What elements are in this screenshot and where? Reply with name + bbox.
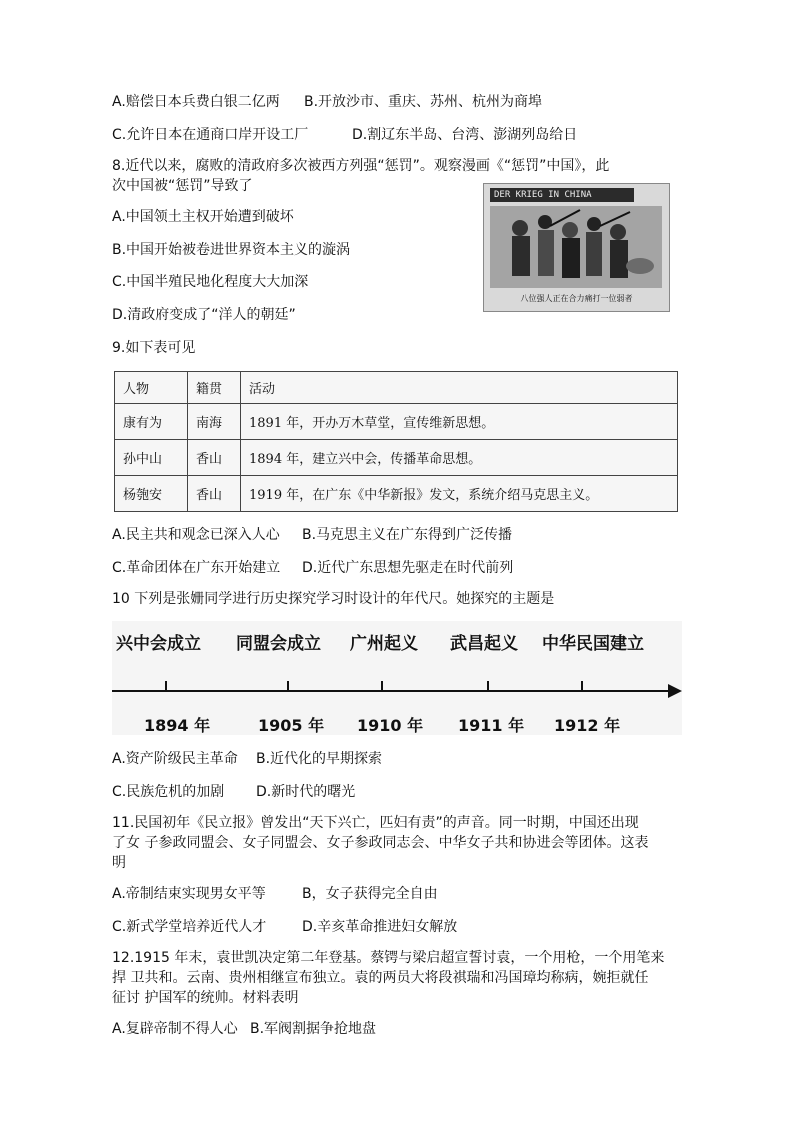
timeline-year: 1894 年 [144, 716, 211, 735]
table-header-cell: 人物 [115, 372, 188, 404]
q7-option-d: D.割辽东半岛、台湾、澎湖列岛给日 [352, 127, 578, 143]
q10-option-a: A.资产阶级民主革命 [112, 751, 238, 767]
q11-option-c: C.新式学堂培养近代人才 [112, 919, 267, 935]
timeline-year: 1911 年 [458, 716, 525, 735]
table-cell: 香山 [188, 440, 241, 476]
timeline [112, 621, 682, 735]
q12-option-a: A.复辟帝制不得人心 [112, 1021, 238, 1037]
q12-option-b: B.军阀割据争抢地盘 [250, 1021, 377, 1037]
q11-stem-line3: 明 [112, 855, 126, 871]
cartoon-caption: 八位强人正在合力痛打一位弱者 [520, 294, 633, 303]
q10-option-d: D.新时代的曙光 [256, 784, 356, 800]
q7-option-c: C.允许日本在通商口岸开设工厂 [112, 127, 309, 143]
q8-option-a: A.中国领土主权开始遭到破坏 [112, 209, 294, 225]
table-cell: 杨匏安 [115, 476, 188, 512]
table-cell: 1919 年，在广东《中华新报》发文，系统介绍马克思主义。 [241, 476, 678, 512]
table-cell: 南海 [188, 404, 241, 440]
timeline-event: 中华民国建立 [542, 634, 644, 654]
timeline-event: 同盟会成立 [236, 634, 321, 654]
q8-option-d: D.清政府变成了“洋人的朝廷” [112, 307, 296, 323]
timeline-year: 1910 年 [357, 716, 424, 735]
q7-option-b: B.开放沙市、重庆、苏州、杭州为商埠 [304, 94, 543, 110]
q12-stem-line1: 12.1915 年末，袁世凯决定第二年登基。蔡锷与梁启超宣誓讨袁，一个用枪，一个用笔来 [112, 950, 665, 966]
q10-option-b: B.近代化的早期探索 [256, 751, 383, 767]
q8-stem-line1: 8.近代以来，腐败的清政府多次被西方列强“惩罚”。观察漫画《“惩罚”中国》，此 [112, 158, 610, 174]
table-header-cell: 籍贯 [188, 372, 241, 404]
q9-option-d: D.近代广东思想先驱走在时代前列 [302, 560, 514, 576]
q11-option-a: A.帝制结束实现男女平等 [112, 886, 266, 902]
q12-stem-line2: 捍 卫共和。云南、贵州相继宣布独立。袁的两员大将段祺瑞和冯国璋均称病，婉拒就任 [112, 970, 649, 986]
q11-option-d: D.辛亥革命推进妇女解放 [302, 919, 458, 935]
q10-option-c: C.民族危机的加剧 [112, 784, 225, 800]
table-row [115, 476, 678, 512]
q12-stem-line3: 征讨 护国军的统帅。材料表明 [112, 990, 299, 1006]
table-row [115, 404, 678, 440]
q9-table [114, 371, 678, 512]
cartoon-image [483, 183, 670, 312]
table-header-row [115, 372, 678, 404]
timeline-event: 兴中会成立 [116, 634, 201, 654]
table-header-cell: 活动 [241, 372, 678, 404]
timeline-event: 武昌起义 [450, 634, 518, 654]
q8-option-b: B.中国开始被卷进世界资本主义的漩涡 [112, 242, 351, 258]
q9-option-c: C.革命团体在广东开始建立 [112, 560, 281, 576]
q11-stem-line1: 11.民国初年《民立报》曾发出“天下兴亡，匹妇有责”的声音。同一时期，中国还出现 [112, 815, 639, 831]
cartoon-title: DER KRIEG IN CHINA [490, 188, 634, 202]
timeline-event: 广州起义 [350, 634, 418, 654]
q8-stem-line2: 次中国被“惩罚”导致了 [112, 178, 253, 194]
table-cell: 1894 年，建立兴中会，传播革命思想。 [241, 440, 678, 476]
q9-option-b: B.马克思主义在广东得到广泛传播 [302, 527, 513, 543]
cartoon-illustration [490, 206, 662, 288]
q7-option-a: A.赔偿日本兵费白银二亿两 [112, 94, 280, 110]
table-cell: 香山 [188, 476, 241, 512]
q9-option-a: A.民主共和观念已深入人心 [112, 527, 280, 543]
table-cell: 1891 年，开办万木草堂，宣传维新思想。 [241, 404, 678, 440]
q10-stem: 10 下列是张姗同学进行历史探究学习时设计的年代尺。她探究的主题是 [112, 591, 555, 607]
table-row [115, 440, 678, 476]
q11-stem-line2: 了女 子参政同盟会、女子同盟会、女子参政同志会、中华女子共和协进会等团体。这表 [112, 835, 649, 851]
table-cell: 康有为 [115, 404, 188, 440]
timeline-axis [112, 673, 682, 709]
q8-option-c: C.中国半殖民地化程度大大加深 [112, 274, 309, 290]
timeline-year: 1912 年 [554, 716, 621, 735]
table-cell: 孙中山 [115, 440, 188, 476]
q11-option-b: B，女子获得完全自由 [302, 886, 438, 902]
timeline-year: 1905 年 [258, 716, 325, 735]
q9-stem: 9.如下表可见 [112, 340, 196, 356]
